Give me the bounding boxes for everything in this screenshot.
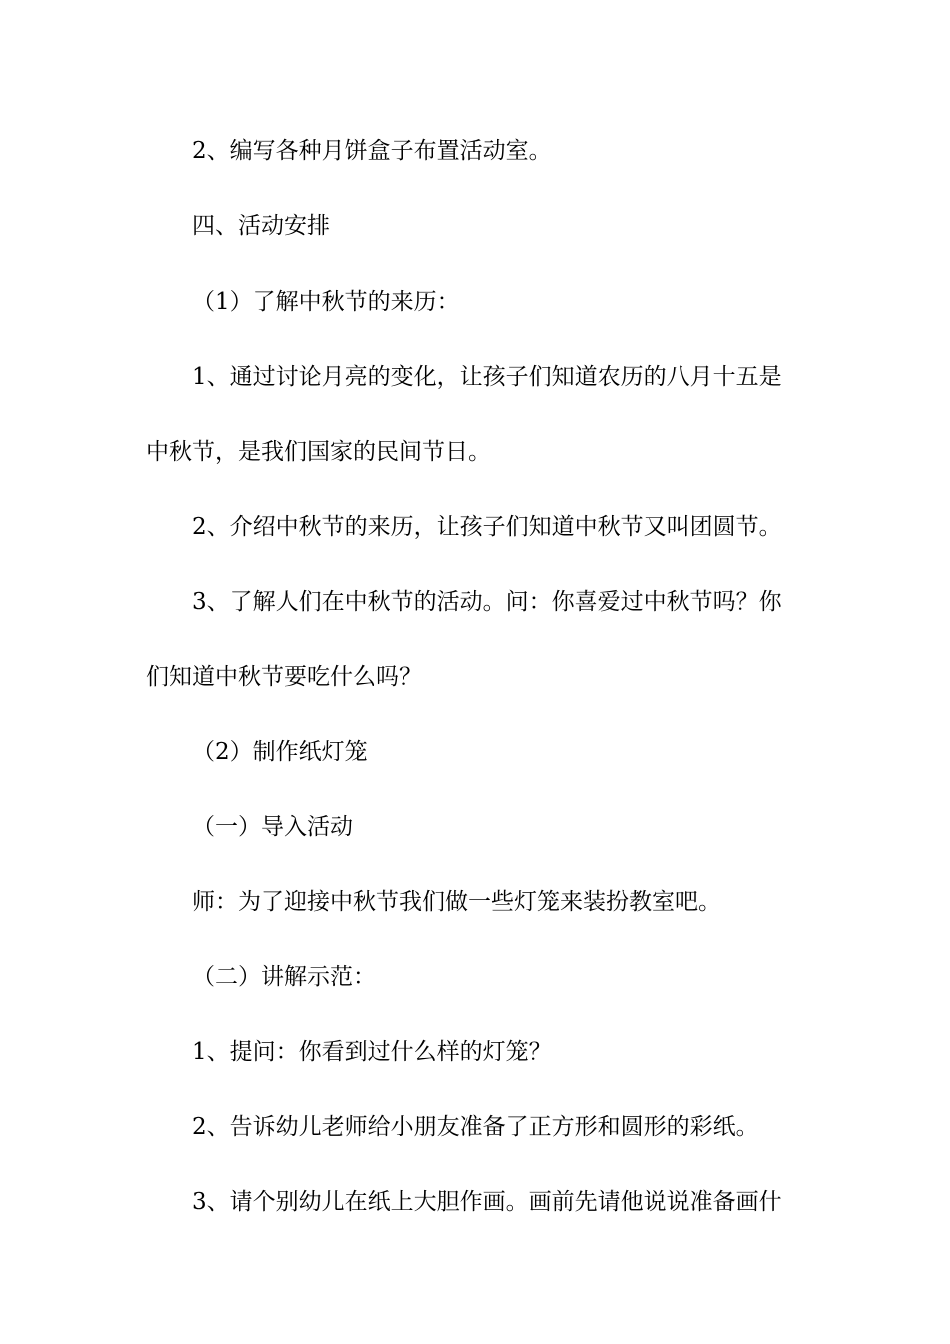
text-line: 3、请个别幼儿在纸上大胆作画。画前先请他说说准备画什 (192, 1189, 782, 1215)
text-line: 1、通过讨论月亮的变化，让孩子们知道农历的八月十五是 (192, 364, 782, 390)
text-line: 中秋节，是我们国家的民间节日。 (146, 439, 491, 465)
text-line: 2、介绍中秋节的来历，让孩子们知道中秋节又叫团圆节。 (192, 514, 782, 540)
subsection-heading: （2）制作纸灯笼 (192, 739, 368, 765)
subsection-heading: （二）讲解示范： (192, 964, 376, 990)
text-line: 师：为了迎接中秋节我们做一些灯笼来装扮教室吧。 (192, 889, 721, 915)
text-line: 们知道中秋节要吃什么吗？ (146, 664, 422, 690)
text-line: 3、了解人们在中秋节的活动。问：你喜爱过中秋节吗？你 (192, 589, 782, 615)
subsection-heading: （1）了解中秋节的来历： (192, 289, 460, 315)
text-line: 2、编写各种月饼盒子布置活动室。 (192, 138, 552, 164)
section-heading: 四、活动安排 (192, 213, 330, 239)
subsection-heading: （一）导入活动 (192, 814, 353, 840)
text-line: 2、告诉幼儿老师给小朋友准备了正方形和圆形的彩纸。 (192, 1114, 759, 1140)
text-line: 1、提问：你看到过什么样的灯笼？ (192, 1039, 552, 1065)
